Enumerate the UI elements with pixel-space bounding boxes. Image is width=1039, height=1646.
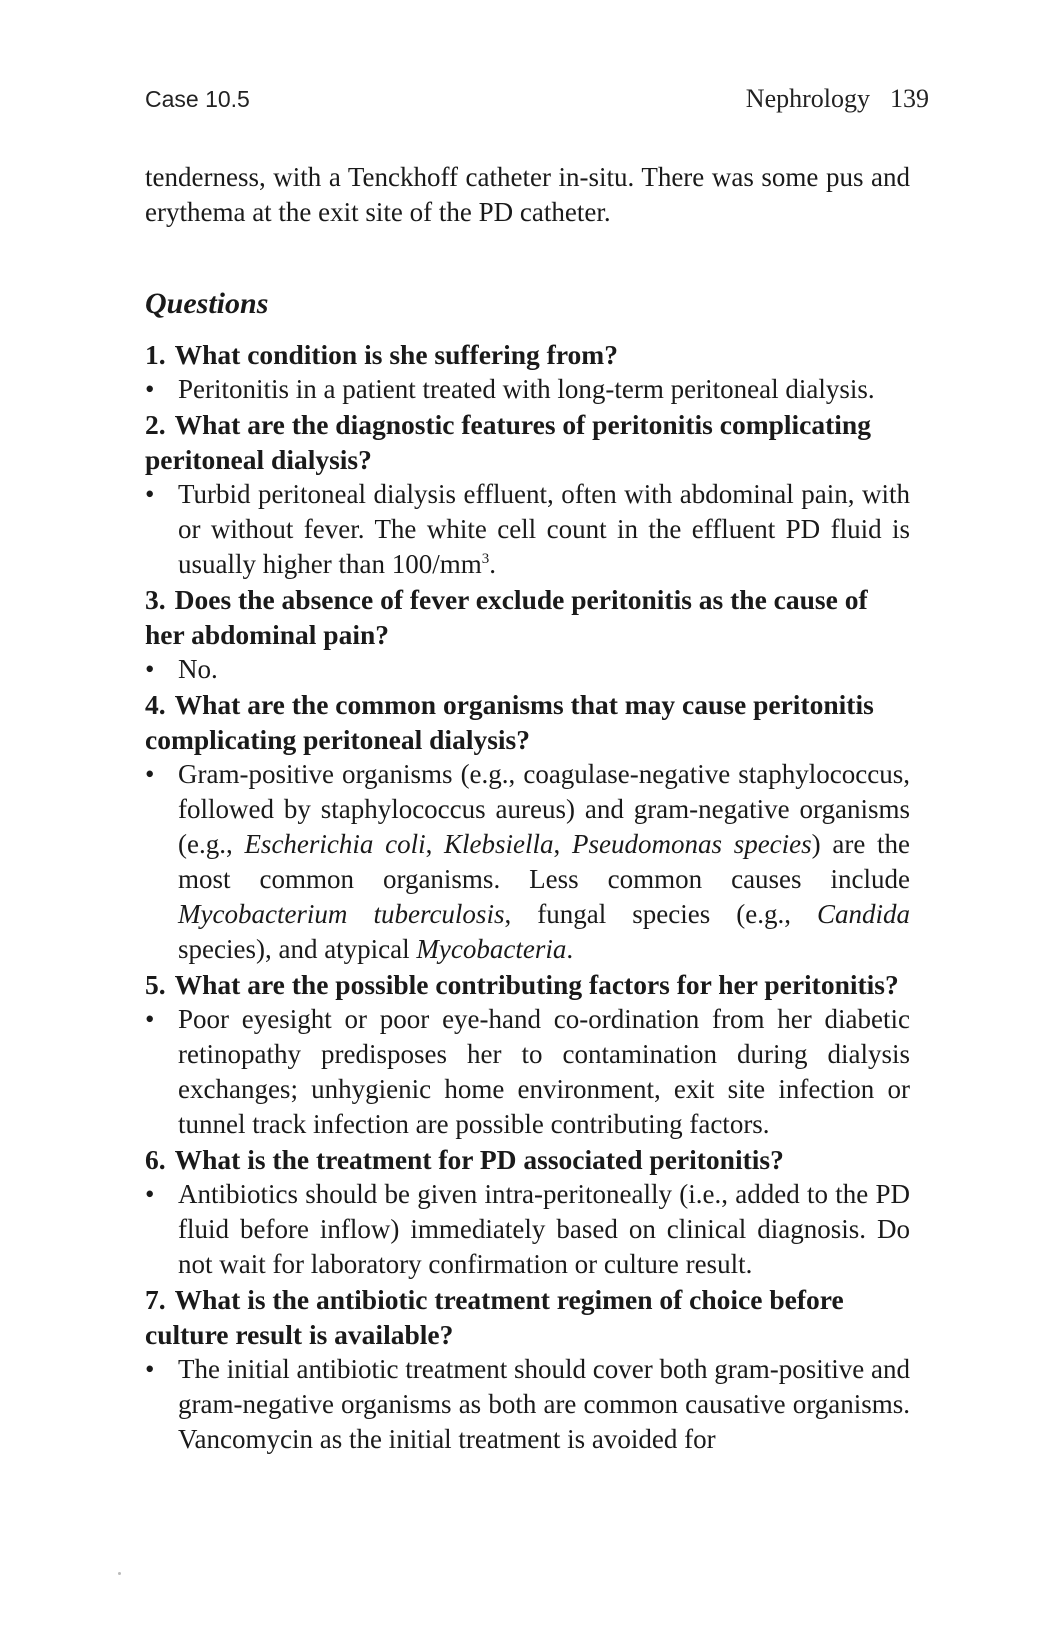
question-2: [145, 407, 910, 477]
question-4: [145, 687, 910, 757]
question-6: [145, 1142, 910, 1177]
questions-heading: Questions: [145, 287, 269, 320]
case-label: Case 10.5: [145, 86, 250, 112]
question-text: What are the possible contributing factors for her peritonitis?: [174, 969, 899, 1000]
question-text: What are the diagnostic features of peritonitis complicating peritoneal dialysis?: [145, 409, 871, 475]
answer-text: ) are the most common organisms. Less common causes include: [178, 829, 911, 894]
species-name: Mycobacterium tuberculosis: [178, 899, 505, 929]
answer-text: The initial antibiotic treatment should cover both gram-positive and gram-negative organisms as both are common causative organisms. Vancomycin as the initial treatment is avoided for: [178, 1354, 910, 1454]
question-7: [145, 1282, 910, 1352]
page-body: [145, 160, 910, 1457]
section-title: Nephrology: [745, 84, 870, 113]
bullet-icon: •: [145, 374, 155, 404]
question-number: 6.: [145, 1144, 166, 1175]
question-text: What condition is she suffering from?: [174, 339, 618, 370]
question-number: 7.: [145, 1284, 166, 1315]
answer-text: .: [566, 934, 574, 964]
answer-text: No.: [178, 654, 218, 684]
superscript: 3: [481, 551, 490, 567]
question-number: 5.: [145, 969, 166, 1000]
bullet-icon: •: [145, 1354, 155, 1384]
answer-text: Gram-positive organisms (e.g., coagulase-negative staphylococcus, followed by staphylococcus aureus) and gram-negative organisms (e.g.,: [178, 759, 910, 859]
question-number: 4.: [145, 689, 166, 720]
bullet-icon: •: [145, 759, 155, 789]
answer-text: ,: [425, 829, 445, 859]
answer-text: Poor eyesight or poor eye-hand co-ordination from her diabetic retinopathy predisposes her to contamination during dialysis exchanges; unhygienic home environment, exit site infection or tunnel track infection are possible contributing factors.: [178, 1004, 910, 1139]
answer-text: , fungal species (e.g.,: [504, 899, 817, 929]
question-text: What is the treatment for PD associated peritonitis?: [174, 1144, 784, 1175]
answer-end: .: [489, 549, 496, 579]
answer-6: [145, 1177, 910, 1282]
bullet-icon: •: [145, 1179, 155, 1209]
species-name: Pseudomonas species: [572, 829, 812, 859]
species-name: Klebsiella: [444, 829, 554, 859]
question-number: 3.: [145, 584, 166, 615]
running-head: [746, 84, 929, 114]
answer-text: ,: [553, 829, 572, 859]
answer-4: [145, 757, 910, 967]
question-text: What is the antibiotic treatment regimen of choice before culture result is available?: [145, 1284, 844, 1350]
question-1: [145, 337, 910, 372]
species-name: Mycobacteria: [416, 934, 567, 964]
question-text: Does the absence of fever exclude peritonitis as the cause of her abdominal pain?: [145, 584, 868, 650]
answer-text: Antibiotics should be given intra-peritoneally (i.e., added to the PD fluid before inflow) immediately based on clinical diagnosis. Do not wait for laboratory confirmation or culture result.: [178, 1179, 910, 1279]
question-number: 2.: [145, 409, 166, 440]
bullet-icon: •: [145, 479, 155, 509]
answer-1: [145, 372, 910, 407]
answer-text: Turbid peritoneal dialysis effluent, often with abdominal pain, with or without fever. The white cell count in the effluent PD fluid is usually higher than 100/mm: [178, 479, 910, 579]
answer-text: Peritonitis in a patient treated with long-term peritoneal dialysis.: [178, 374, 875, 404]
species-name: Candida: [816, 899, 910, 929]
question-number: 1.: [145, 339, 166, 370]
answer-text: species), and atypical: [178, 934, 417, 964]
answer-2: [145, 477, 910, 582]
bullet-icon: •: [145, 1004, 155, 1034]
answer-7: [145, 1352, 910, 1457]
answer-3: [145, 652, 910, 687]
bullet-icon: •: [145, 654, 155, 684]
species-name: Escherichia coli: [244, 829, 426, 859]
page-number: 139: [890, 84, 929, 113]
question-text: What are the common organisms that may cause peritonitis complicating peritoneal dialysis?: [145, 689, 874, 755]
scan-speck: [118, 1572, 121, 1575]
question-5: [145, 967, 910, 1002]
answer-5: [145, 1002, 910, 1142]
question-3: [145, 582, 910, 652]
intro-paragraph: tenderness, with a Tenckhoff catheter in-situ. There was some pus and erythema at the exit site of the PD catheter.: [145, 162, 910, 227]
